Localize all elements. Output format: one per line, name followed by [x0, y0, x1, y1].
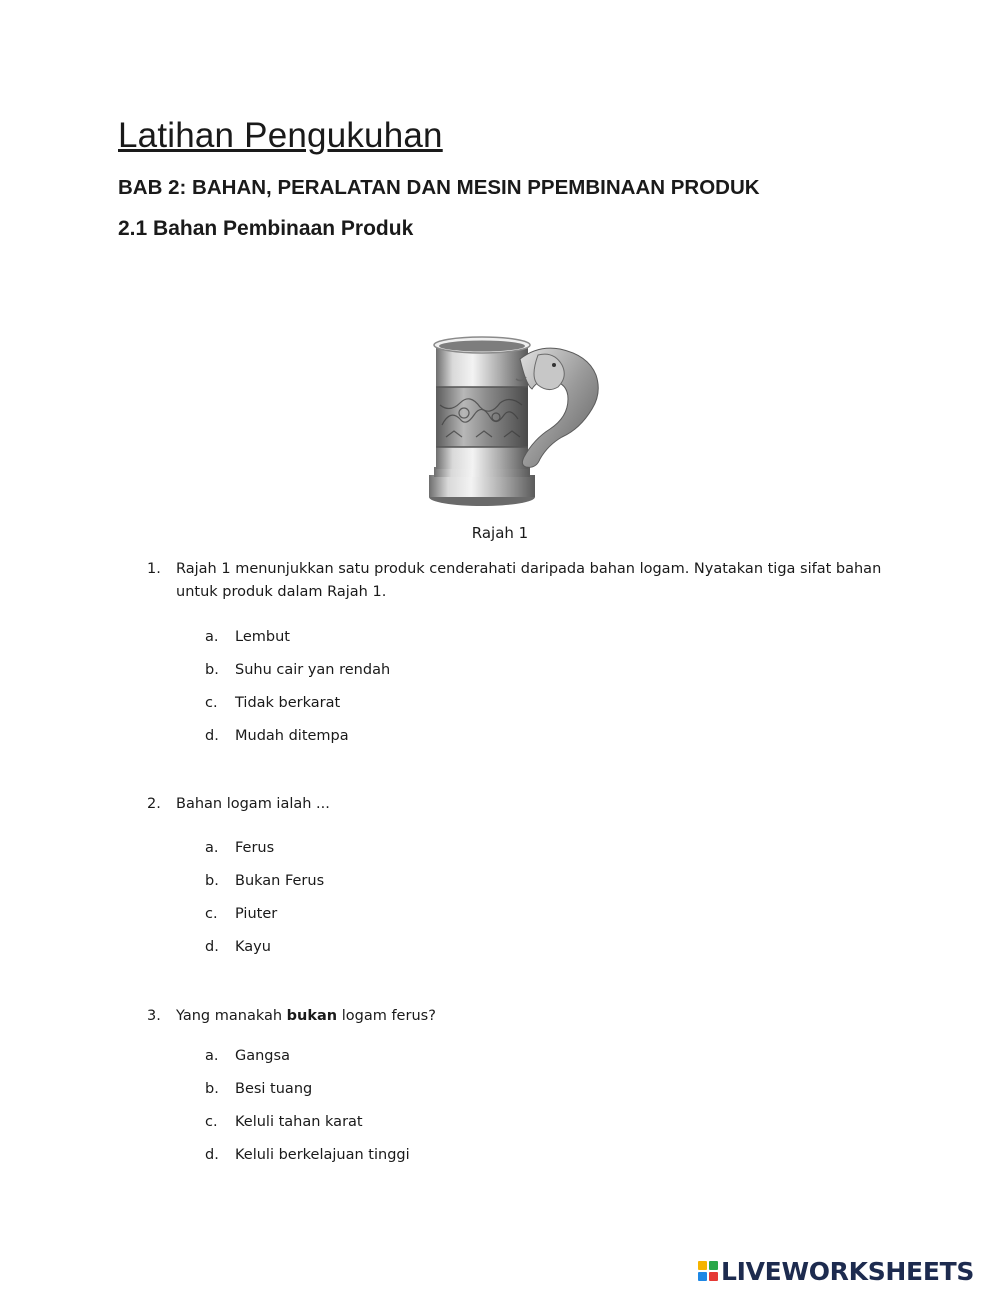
- question-number: 1.: [147, 561, 161, 577]
- figure-caption: Rajah 1: [471, 524, 529, 542]
- option-text: Lembut: [235, 629, 290, 645]
- option-letter: b.: [205, 662, 219, 678]
- logo-block: [698, 1272, 707, 1281]
- option-letter: b.: [205, 873, 219, 889]
- option-letter: c.: [205, 695, 218, 711]
- option-text: Keluli berkelajuan tinggi: [235, 1147, 410, 1163]
- question-3: [147, 1005, 887, 1028]
- question-number: 2.: [147, 796, 161, 812]
- pewter-elephant-mug-image: [420, 325, 610, 515]
- option-text: Tidak berkarat: [235, 695, 341, 711]
- page-title: Latihan Pengukuhan: [118, 116, 443, 155]
- chapter-heading: BAB 2: BAHAN, PERALATAN DAN MESIN PPEMBINAAN PRODUK: [118, 176, 760, 199]
- option-letter: d.: [205, 1147, 219, 1163]
- question-text: [176, 1005, 887, 1028]
- question-text-bold: bukan: [286, 1008, 338, 1024]
- option-letter: c.: [205, 906, 218, 922]
- logo-text: LIVEWORKSHEETS: [721, 1256, 975, 1286]
- option-letter: c.: [205, 1114, 218, 1130]
- option-text: Mudah ditempa: [235, 728, 349, 744]
- option-text: Kayu: [235, 939, 271, 955]
- question-text: Rajah 1 menunjukkan satu produk cenderahati daripada bahan logam. Nyatakan tiga sifat bahan untuk produk dalam Rajah 1.: [176, 561, 882, 600]
- logo-block: [698, 1261, 707, 1270]
- question-number: 3.: [147, 1008, 161, 1024]
- question-text-before: Yang manakah: [176, 1008, 287, 1024]
- option-text: Keluli tahan karat: [235, 1114, 363, 1130]
- logo-blocks-icon: [698, 1261, 718, 1281]
- logo-block: [709, 1261, 718, 1270]
- option-letter: a.: [205, 629, 219, 645]
- question-1: [147, 558, 887, 604]
- question-text: Bahan logam ialah ...: [176, 796, 330, 812]
- option-text: Piuter: [235, 906, 278, 922]
- option-letter: d.: [205, 728, 219, 744]
- option-letter: d.: [205, 939, 219, 955]
- option-text: Ferus: [235, 840, 275, 856]
- question-2: [147, 793, 887, 816]
- question-text-after: logam ferus?: [337, 1008, 436, 1024]
- liveworksheets-logo[interactable]: [698, 1256, 974, 1286]
- option-letter: a.: [205, 1048, 219, 1064]
- option-letter: b.: [205, 1081, 219, 1097]
- option-text: Suhu cair yan rendah: [235, 662, 391, 678]
- option-text: Besi tuang: [235, 1081, 313, 1097]
- subsection-heading: 2.1 Bahan Pembinaan Produk: [118, 217, 414, 240]
- option-text: Bukan Ferus: [235, 873, 325, 889]
- option-text: Gangsa: [235, 1048, 290, 1064]
- option-letter: a.: [205, 840, 219, 856]
- pewter-mug-figure: [420, 325, 610, 515]
- logo-block: [709, 1272, 718, 1281]
